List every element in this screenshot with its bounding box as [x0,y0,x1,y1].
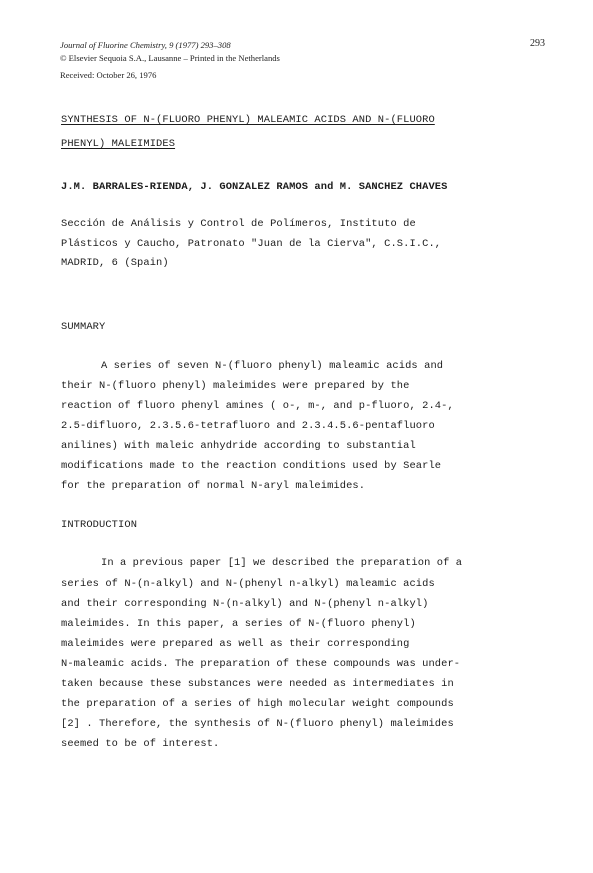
authors: J.M. BARRALES-RIENDA, J. GONZALEZ RAMOS and M. SANCHEZ CHAVES [61,181,448,193]
intro-line: seemed to be of interest. [61,738,220,750]
affiliation-line: Sección de Análisis y Control de Polímeros, Instituto de [61,218,416,230]
summary-line: 2.5-difluoro, 2.3.5.6-tetrafluoro and 2.3.4.5.6-pentafluoro [61,420,435,432]
journal-citation: Journal of Fluorine Chemistry, 9 (1977) 293–308 [60,40,231,50]
publisher-line: © Elsevier Sequoia S.A., Lausanne – Printed in the Netherlands [60,53,280,63]
intro-line: and their corresponding N-(n-alkyl) and N-(phenyl n-alkyl) [61,598,429,610]
intro-line: the preparation of a series of high molecular weight compounds [61,698,454,710]
affiliation-line: Plásticos y Caucho, Patronato "Juan de la Cierva", C.S.I.C., [61,238,442,250]
received-date: Received: October 26, 1976 [60,70,157,80]
summary-line: A series of seven N-(fluoro phenyl) maleamic acids and [101,360,444,372]
intro-line: maleimides. In this paper, a series of N-(fluoro phenyl) [61,618,416,630]
intro-line: In a previous paper [1] we described the preparation of a [101,557,463,569]
intro-line: N-maleamic acids. The preparation of these compounds was under- [61,658,461,670]
page-number: 293 [530,38,545,49]
intro-line: maleimides were prepared as well as their corresponding [61,638,410,650]
intro-line: taken because these substances were needed as intermediates in [61,678,454,690]
summary-heading: SUMMARY [61,321,106,333]
affiliation-line: MADRID, 6 (Spain) [61,257,169,269]
title-line-1: SYNTHESIS OF N-(FLUORO PHENYL) MALEAMIC ACIDS AND N-(FLUORO [61,114,435,126]
intro-line: series of N-(n-alkyl) and N-(phenyl n-alkyl) maleamic acids [61,578,435,590]
summary-line: for the preparation of normal N-aryl maleimides. [61,480,366,492]
summary-line: modifications made to the reaction conditions used by Searle [61,460,442,472]
intro-line: [2] . Therefore, the synthesis of N-(fluoro phenyl) maleimides [61,718,454,730]
title-line-2: PHENYL) MALEIMIDES [61,138,176,150]
summary-line: reaction of fluoro phenyl amines ( o-, m-, and p-fluoro, 2.4-, [61,400,454,412]
introduction-heading: INTRODUCTION [61,519,138,531]
summary-line: their N-(fluoro phenyl) maleimides were prepared by the [61,380,410,392]
summary-line: anilines) with maleic anhydride according to substantial [61,440,416,452]
